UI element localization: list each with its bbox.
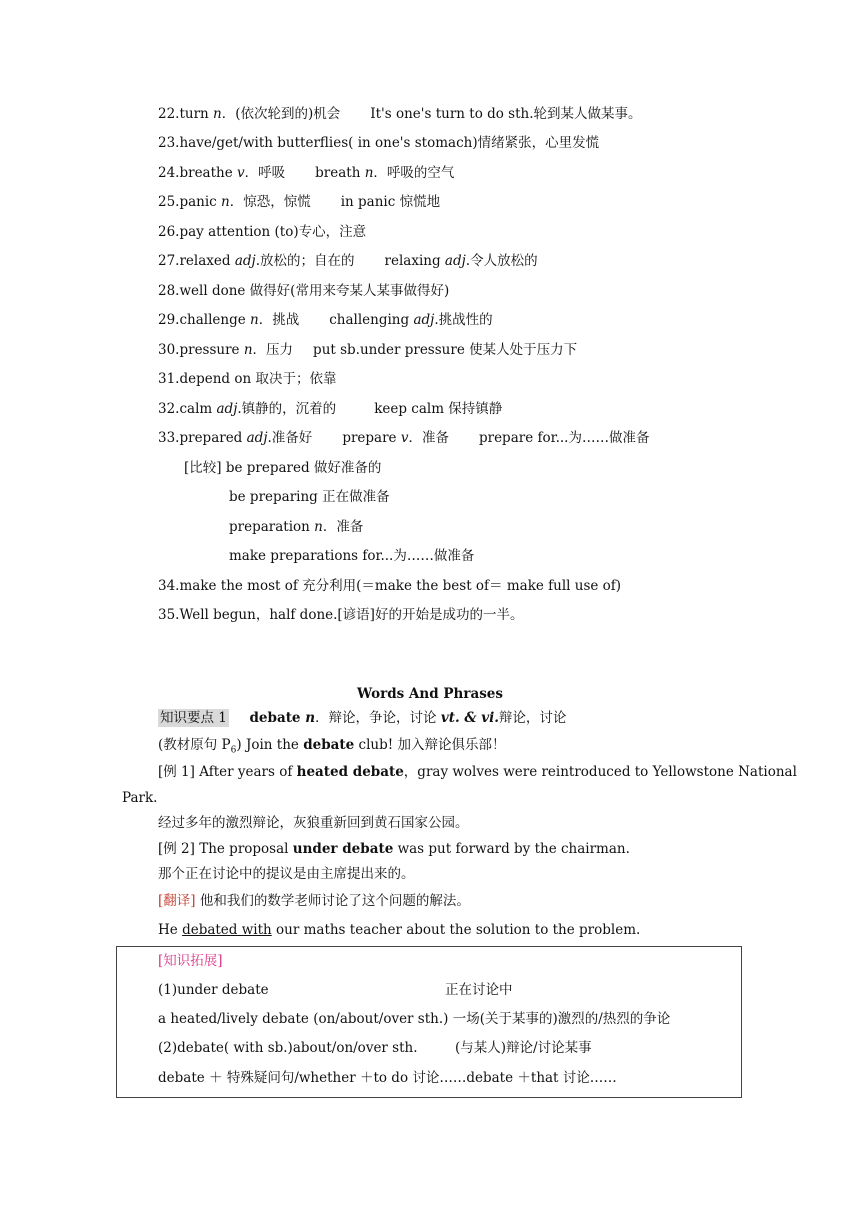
compare-tag: [比较] xyxy=(184,460,222,476)
extension-row-2: a heated/lively debate (on/about/over sth.) 一场(关于某事的)激烈的/热烈的争论 xyxy=(158,1011,671,1027)
example-2: [例 2] The proposal under debate was put forward by the chairman. xyxy=(158,841,630,857)
vocab-item-26: 26.pay attention (to)专心，注意 xyxy=(158,224,367,240)
vocab-item-27: 27.relaxed adj.放松的；自在的 relaxing adj.令人放松的 xyxy=(158,253,538,269)
vocab-item-32: 32.calm adj.镇静的，沉着的 keep calm 保持镇静 xyxy=(158,401,503,417)
vocab-item-30: 30.pressure n．压力 put sb.under pressure 使某人处于压力下 xyxy=(158,342,578,358)
example-1: [例 1] After years of heated debate，gray wolves were reintroduced to Yellowstone National xyxy=(158,764,797,780)
vocab-item-34: 34.make the most of 充分利用(＝make the best of＝ make full use of) xyxy=(158,578,622,594)
extension-row-1-meaning: 正在讨论中 xyxy=(445,982,513,998)
vocab-item-29: 29.challenge n．挑战 challenging adj.挑战性的 xyxy=(158,312,493,328)
compare-line-2: be preparing 正在做准备 xyxy=(229,489,390,505)
knowledge-extension-title: [知识拓展] xyxy=(158,953,223,969)
knowledge-point-tag: 知识要点 1 xyxy=(160,710,227,726)
vocab-item-31: 31.depend on 取决于；依靠 xyxy=(158,371,337,387)
translate-exercise: [翻译] 他和我们的数学老师讨论了这个问题的解法。 xyxy=(158,893,470,909)
compare-line-1: [比较] be prepared 做好准备的 xyxy=(184,460,382,476)
vocab-item-24: 24.breathe v．呼吸 breath n．呼吸的空气 xyxy=(158,165,455,181)
section-title: Words And Phrases xyxy=(357,686,503,702)
knowledge-extension-box xyxy=(116,946,742,1098)
extension-row-4: debate ＋ 特殊疑问句/whether ＋to do 讨论……debate ＋that 讨论…… xyxy=(158,1070,617,1086)
example-1-translation: 经过多年的激烈辩论，灰狼重新回到黄石国家公园。 xyxy=(158,815,469,831)
compare-line-3: preparation n．准备 xyxy=(229,519,364,535)
vocab-item-25: 25.panic n．惊恐，惊慌 in panic 惊慌地 xyxy=(158,194,441,210)
vocab-item-33: 33.prepared adj.准备好 prepare v．准备 prepare for...为……做准备 xyxy=(158,430,650,446)
textbook-sentence: (教材原句 $P_6$) Join the debate club! 加入辩论俱乐部！ xyxy=(158,737,506,756)
example-1-continued: Park. xyxy=(122,790,158,806)
extension-row-1: (1)under debate xyxy=(158,982,269,998)
translate-answer: He debated with our maths teacher about the solution to the problem. xyxy=(158,922,641,938)
compare-line-4: make preparations for...为……做准备 xyxy=(229,548,475,564)
translate-tag: [翻译] xyxy=(158,893,196,909)
vocab-item-23: 23.have/get/with butterflies( in one's stomach)情绪紧张，心里发慌 xyxy=(158,135,600,151)
knowledge-point-heading: 知识要点 1 debate n．辩论，争论，讨论 vt. & vi.辩论，讨论 xyxy=(160,710,567,726)
extension-row-3-meaning: (与某人)辩论/讨论某事 xyxy=(455,1040,592,1056)
vocab-item-28: 28.well done 做得好(常用来夸某人某事做得好) xyxy=(158,283,450,299)
vocab-item-35: 35.Well begun，half done.[谚语]好的开始是成功的一半。 xyxy=(158,607,524,623)
vocab-item-22: 22.turn n．(依次轮到的)机会 It's one's turn to do sth.轮到某人做某事。 xyxy=(158,106,642,122)
example-2-translation: 那个正在讨论中的提议是由主席提出来的。 xyxy=(158,866,415,882)
extension-row-3: (2)debate( with sb.)about/on/over sth. xyxy=(158,1040,418,1056)
